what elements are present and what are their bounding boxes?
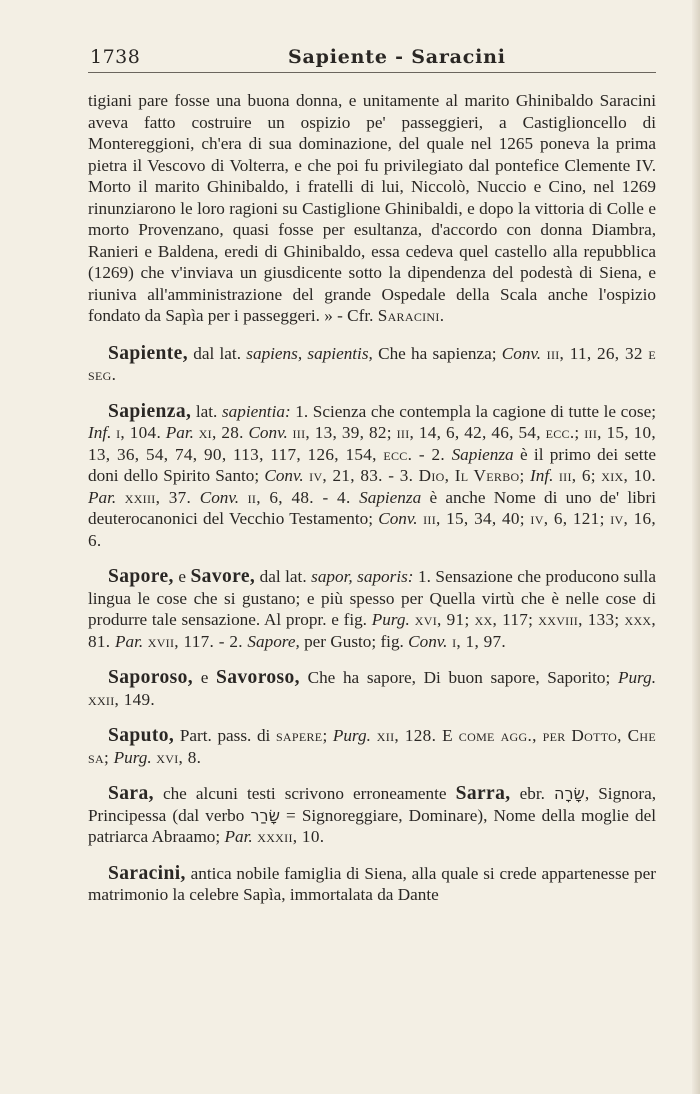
citation-ref: xvi, 8.: [151, 747, 202, 767]
entry-sapore: [88, 566, 656, 652]
entry-text: e: [173, 567, 191, 586]
citation-work: Conv.: [378, 509, 418, 528]
citation-work: Par.: [224, 827, 253, 846]
page-number: 1738: [90, 46, 141, 68]
citation-ref: iv, 21, 83. - 3. Dio, Il Verbo;: [303, 466, 531, 485]
citation-work: Conv.: [408, 631, 448, 651]
headword-variant: Sarra,: [455, 783, 511, 804]
headword-variant: Savoroso,: [216, 667, 300, 688]
citation-ref: iii, 15, 34, 40; iv, 6, 121; iv, 16, 6.: [88, 509, 656, 550]
citation-ref: i, 104.: [111, 423, 166, 442]
citation-ref: i, 1, 97.: [447, 631, 507, 651]
entry-term: Sapienza: [451, 444, 514, 464]
entry-text: Part. pass. di: [174, 726, 276, 745]
citation-ref: xxxii, 10.: [252, 827, 325, 846]
entry-term: Sapienza: [359, 487, 422, 507]
continuation-text: tigiani pare fosse una buona donna, e unitamente al marito Ghinibaldo Saracini aveva fatto costruire un ospizio pe' passeggieri, a Castiglioncello di Montereggioni, ch'era di sua dominazione, del quale nel 1265 poneva la prima pietra il Vescovo di Volterra, e che poi fu privilegiato dal pontefice Clemente IV. Morto il marito Ghinibaldo, i fratelli di lui, Niccolò, Nuccio e Cino, nel 1269 rinunziarono le loro ragioni su Castiglione Ghinibaldi, e dopo la vittoria di Colle e morto Provenzano, quasi fosse per esultanza, d'accordo con donna Diambra, Ranieri e Baldena, eredi di Ghinibaldo, essa cedeva quel castello alla repubblica (1269) che v'inviava un giusdicente sotto la dipendenza del podestà di Siena, e riuniva all'amministrazione del grande Ospedale della Scala anche l'ospizio fondato da Sapìa per i passeggeri. » - Cfr.: [88, 91, 656, 325]
headword: Sara,: [108, 783, 154, 804]
entry-text: ebr.: [510, 784, 555, 803]
entry-text: dal lat.: [187, 343, 247, 363]
citation-ref: iii, 6; xix, 10.: [553, 466, 656, 485]
citation-work: Purg.: [371, 610, 410, 629]
entry-saputo: [88, 725, 656, 768]
etymology: sapiens, sapientis,: [246, 343, 373, 363]
entry-text: Che ha sapore, Di buon sapore, Saporito;: [299, 668, 618, 687]
entry-term: Sapore,: [247, 631, 300, 651]
citation-work: Par.: [114, 631, 144, 651]
hebrew-word: שָׂרַר: [250, 805, 280, 825]
citation-ref: iii, 11, 26, 32 e seg.: [88, 343, 656, 384]
citation-ref: xi, 28.: [193, 423, 249, 442]
entry-text: Che ha sapienza;: [372, 343, 502, 363]
entry-text: ;: [322, 726, 333, 745]
citation-work: Inf.: [88, 423, 112, 442]
citation-work: Purg.: [113, 747, 152, 767]
headword-variant: Savore,: [190, 566, 256, 587]
running-title: Sapiente - Saracini: [288, 46, 506, 68]
etymology: sapientia:: [221, 401, 291, 421]
citation-ref: iii, 13, 39, 82; iii, 14, 6, 42, 46, 54, ecc.; iii, 15, 10, 13, 36, 54, 74, 90, 113, 117, 126, 154, ecc. - 2.: [88, 423, 656, 464]
entry-text: è anche Nome di uno de' libri deuterocanonici del Vecchio Testamento;: [88, 487, 656, 528]
entry-text: che alcuni testi scrivono erroneamente: [153, 784, 456, 803]
entry-text: lat.: [191, 401, 222, 421]
headword: Saracini,: [108, 862, 186, 884]
running-header: [88, 44, 656, 74]
entry-text: per Gusto; fig.: [299, 631, 409, 651]
page-body: [88, 90, 656, 921]
entry-sapiente: [88, 343, 656, 386]
continuation-paragraph: [88, 90, 656, 327]
citation-work: Purg.: [617, 668, 656, 687]
citation-work: Par.: [165, 423, 194, 442]
citation-ref: xvii, 117. - 2.: [143, 631, 248, 651]
entry-text: 1. Scienza che contempla la cagione di tutte le cose;: [290, 401, 656, 421]
citation-work: Conv.: [501, 343, 542, 363]
citation-work: Purg.: [332, 726, 371, 745]
citation-ref: xii, 128. E come agg., per Dotto, Che sa;: [88, 726, 656, 767]
entry-saracini: [88, 863, 656, 906]
entry-text: = Signoreggiare, Dominare), Nome della moglie del patriarca Abraamo;: [88, 805, 657, 846]
citation-ref: xvi, 91; xx, 117; xxviii, 133; xxx, 81.: [88, 610, 656, 651]
citation-work: Inf.: [530, 466, 554, 485]
cross-reference: sapere: [275, 726, 323, 745]
hebrew-word: שָׂרָה: [554, 784, 585, 803]
headword: Saputo,: [108, 725, 175, 746]
headword: Sapiente,: [108, 342, 188, 364]
headword: Saporoso,: [108, 667, 194, 688]
entry-text: e: [193, 668, 216, 687]
citation-ref: ii, 6, 48. - 4.: [239, 487, 360, 507]
entry-sapienza: [88, 401, 656, 552]
headword: Sapore,: [108, 566, 174, 587]
entry-text: antica nobile famiglia di Siena, alla quale si crede appartenesse per matrimonio la celebre Sapìa, immortalata da Dante: [88, 863, 656, 904]
entry-saporoso: [88, 667, 656, 710]
citation-ref: xxii, 149.: [88, 689, 155, 709]
etymology: sapor, saporis:: [311, 567, 414, 586]
header-rule: [88, 72, 656, 73]
headword: Sapienza,: [108, 400, 192, 422]
citation-ref: xxiii, 37.: [116, 487, 200, 507]
entry-text: dal lat.: [255, 567, 312, 586]
page-edge-shadow: [692, 0, 700, 1094]
citation-work: Conv.: [264, 466, 304, 485]
cross-reference: Saracini.: [377, 306, 445, 325]
citation-work: Conv.: [199, 487, 240, 507]
entry-sara: [88, 783, 656, 848]
entry-text: , Signora, Principessa (dal verbo: [88, 784, 657, 825]
entry-text: 1. Sensazione che producono sulla lingua le cose che si gustano; e più spesso per Quella virtù che è nelle cose di produrre tale sensazione. Al propr. e fig.: [88, 567, 656, 629]
citation-work: Par.: [88, 487, 117, 507]
entry-text: è il primo dei sette doni dello Spirito Santo;: [88, 444, 656, 485]
citation-work: Conv.: [248, 423, 288, 442]
